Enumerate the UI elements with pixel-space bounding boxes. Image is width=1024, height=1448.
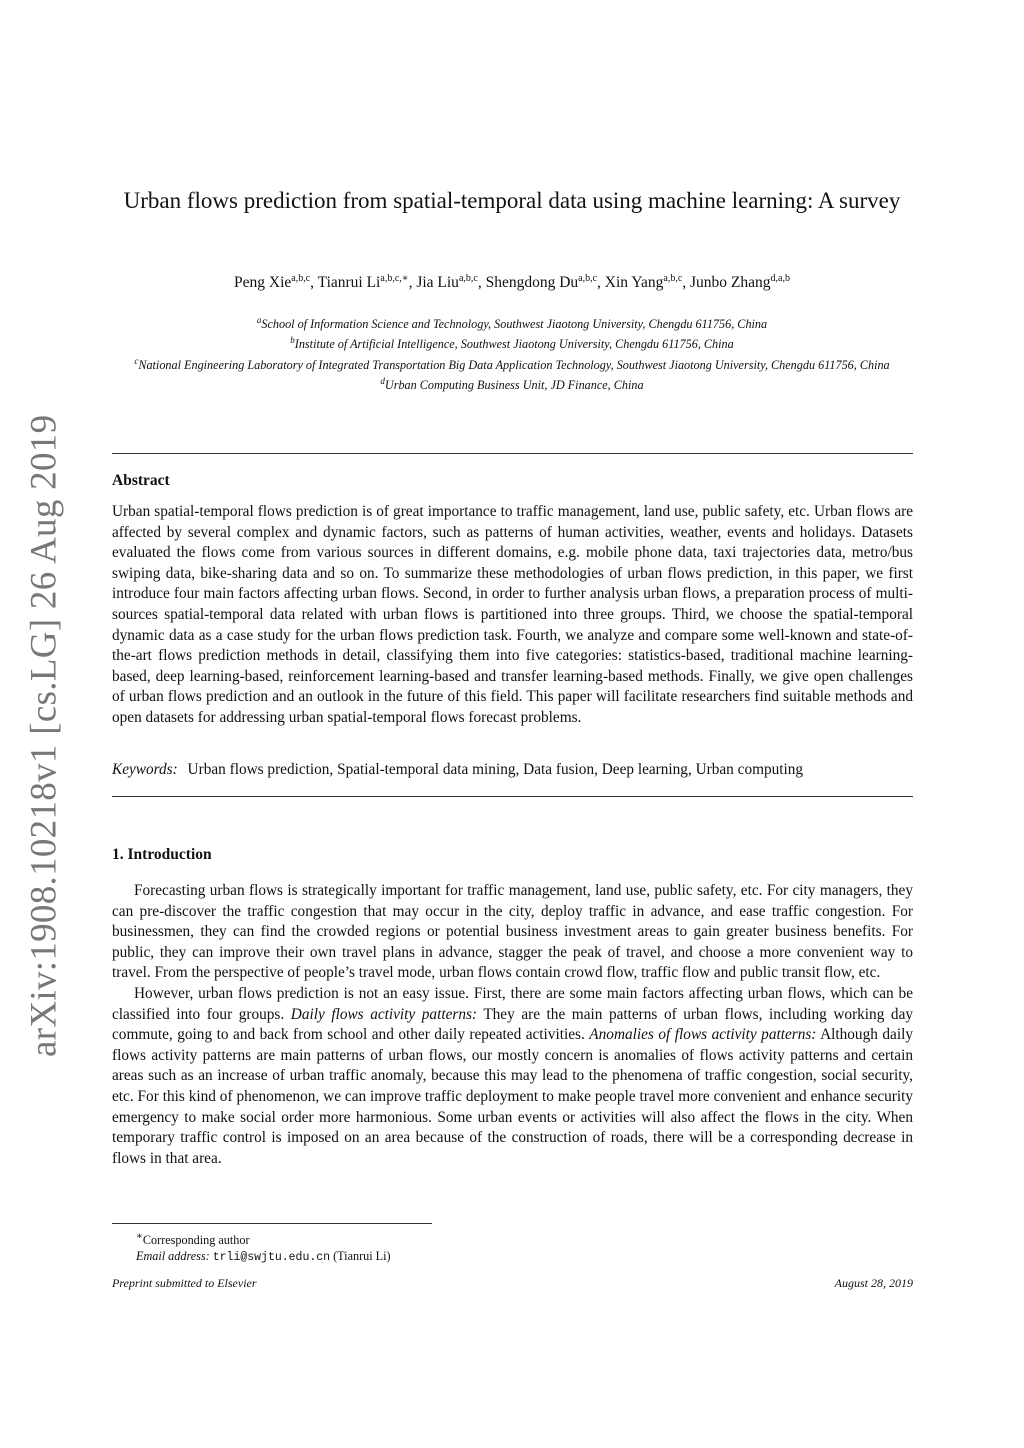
footer-date: August 28, 2019 <box>834 1276 913 1290</box>
affiliation: $^d$Urban Computing Business Unit, JD Finance, China <box>380 376 644 393</box>
abstract-heading: Abstract <box>112 472 170 489</box>
affiliation-list <box>112 312 912 393</box>
arxiv-identifier: arXiv:1908.10218v1 [cs.LG] 26 Aug 2019 <box>23 414 65 1057</box>
author-name: Peng Xie <box>234 274 292 292</box>
keywords-text: Urban flows prediction, Spatial-temporal data mining, Data fusion, Deep learning, Urban computing <box>187 761 804 778</box>
intro-paragraph-1: Forecasting urban flows is strategically important for traffic management, land use, public safety, etc. For city managers, they can pre-discover the traffic congestion that may occur in the city, deploy traffic in advance, and ease traffic congestion. For businessmen, they can find the crowded regions or potential business investment areas to gain greater business benefits. For public, they can improve their own travel plans in advance, stagger the peak of travel, and choose a more convenient way to travel. From the perspective of people’s travel mode, urban flows contain crowd flow, traffic flow and public transit flow, etc. <box>112 882 913 982</box>
introduction-body <box>112 881 913 1169</box>
email-link[interactable]: trli@swjtu.edu.cn <box>212 1251 331 1265</box>
author-name: Jia Liu <box>416 274 459 292</box>
footnote: ∗Corresponding author Email address: trli@swjtu.edu.cn (Tianrui Li) <box>136 1231 391 1265</box>
footer-preprint: Preprint submitted to Elsevier <box>112 1276 257 1290</box>
author-name: Junbo Zhang <box>690 274 771 292</box>
author-list: Peng Xie$^{a,b,c}$, Tianrui $Li^{a,b,c,∗}$, Jia Liu$^{a,b,c}$, Shengdong Du$^{a,b,c}$, Xin Yang$^{a,b,c}$, Junbo Zhang$^{d,a,b}$ <box>234 273 790 292</box>
footnote-corresponding: Corresponding author <box>142 1233 250 1248</box>
keywords <box>112 761 803 779</box>
affiliation: $^b$Institute of Artificial Intelligence, Southwest Jiaotong University, Chengdu 611756, China <box>290 335 734 352</box>
keywords-label: Keywords: <box>112 761 178 778</box>
abstract-bottom-rule <box>112 796 913 797</box>
abstract-text: Urban spatial-temporal flows prediction is of great importance to traffic management, land use, public safety, etc. Urban flows are affected by several complex and dynamic factors, such as patterns of human activities, weather, events and holidays. Datasets evaluated the flows come from various sources in different domains, e.g. mobile phone data, taxi trajectories data, metro/bus swiping data, bike-sharing data and so on. To summarize these methodologies of urban flows prediction, in this paper, we first introduce four main factors affecting urban flows. Second, in order to further analysis urban flows, a preparation process of multi-sources spatial-temporal data related with urban flows is partitioned into three groups. Third, we choose the spatial-temporal dynamic data as a case study for the urban flows prediction task. Fourth, we analyze and compare some well-known and state-of-the-art flows prediction methods in detail, classifying them into five categories: statistics-based, traditional machine learning-based, deep learning-based, reinforcement learning-based and transfer learning-based methods. Finally, we give open challenges of urban flows prediction and an outlook in the future of this field. This paper will facilitate researchers find suitable methods and open datasets for addressing urban spatial-temporal flows forecast problems. <box>112 503 913 726</box>
introduction-heading: 1. Introduction <box>112 846 212 863</box>
author-name: Xin Yang <box>604 274 664 292</box>
author-name: Shengdong Du <box>485 274 579 292</box>
footnote-rule <box>112 1223 432 1224</box>
paper-title: Urban flows prediction from spatial-temporal data using machine learning: A survey <box>123 188 901 213</box>
affiliation: $^a$School of Information Science and Technology, Southwest Jiaotong University, Chengdu 611756, China <box>256 315 768 332</box>
author-name: Tianrui Li <box>317 274 381 292</box>
affiliation: $^c$National Engineering Laboratory of Integrated Transportation Big Data Application Technology, Southwest Jiaotong University, Chengdu 611756, China <box>134 355 890 372</box>
intro-paragraph-2: However, urban flows prediction is not an easy issue. First, there are some main factors affecting urban flows, which can be classified into four groups. Daily flows activity patterns: They are the main patterns of urban flows, including working day commute, going to and back from school and other daily repeated activities. Anomalies of flows activity patterns: Although daily flows activity patterns are main patterns of urban flows, our mostly concern is anomalies of flows activity patterns and certain areas such as an increase of urban traffic anomaly, because this may lead to the phenomena of traffic congestion, social security, etc. For this kind of phenomenon, we can improve traffic deployment to make people travel more convenient and enhance security emergency to make social order more harmonious. Some urban events or activities will also affect the flows in the city. When temporary traffic control is imposed on an area because of the construction of roads, there will be a corresponding decrease in flows in that area. <box>112 984 914 1167</box>
abstract-top-rule <box>112 453 913 454</box>
